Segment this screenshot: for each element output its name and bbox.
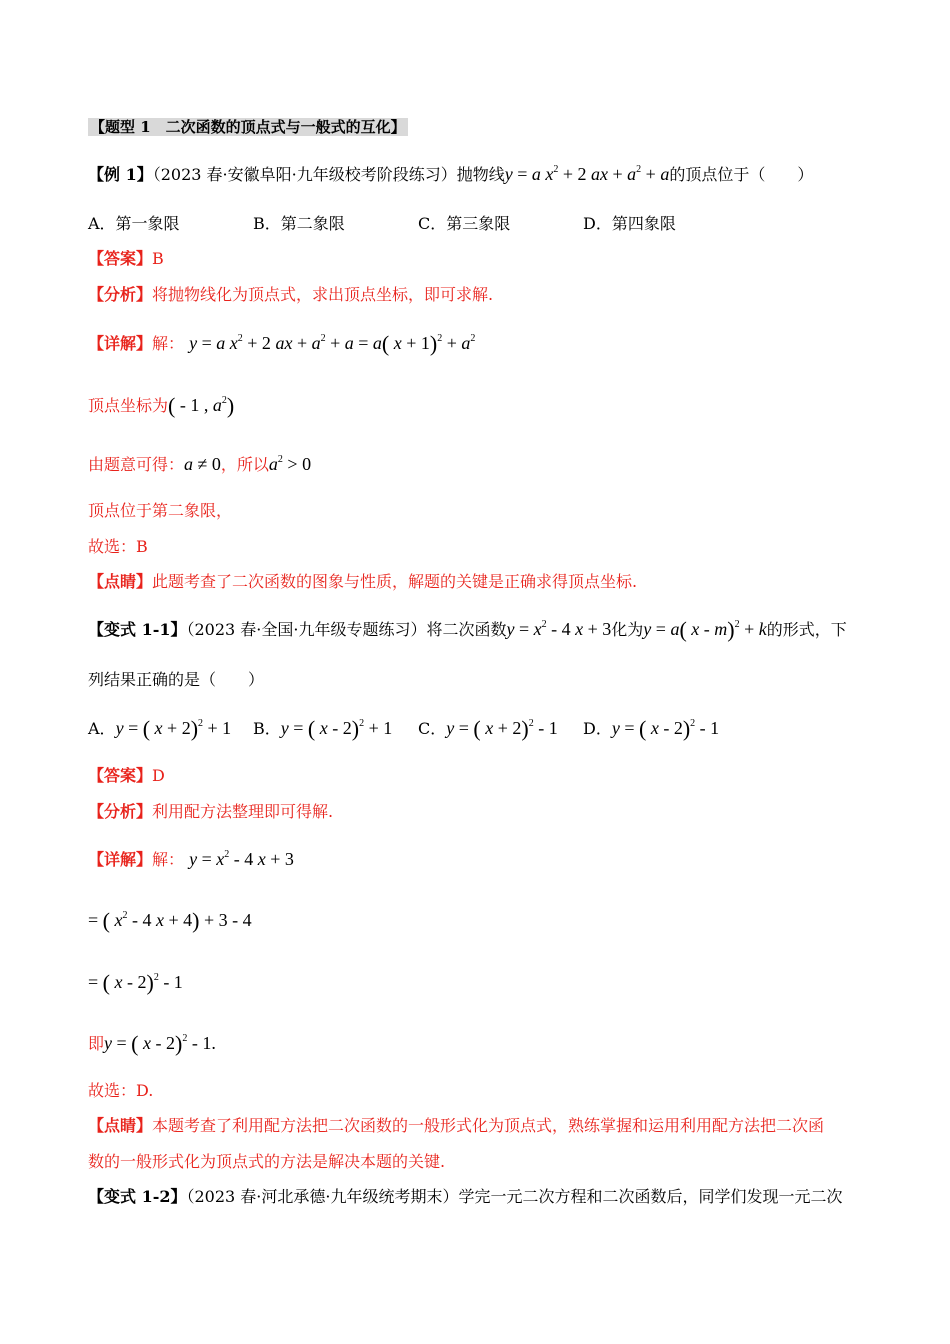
detail-prefix: 解： [152, 334, 185, 353]
variant-1-2-text: （2023 春·河北承德·九年级统考期末）学完一元二次方程和二次函数后，同学们发现一元二次 [186, 1187, 843, 1206]
example-1-comment [88, 571, 637, 593]
example-1-answer [88, 248, 164, 270]
result-formula: y = ( x - 2)$^2$ - 1. [104, 1031, 216, 1056]
example-1-choice: 故选：B [88, 537, 148, 556]
variant-1-1-mid: 化为 [611, 620, 644, 639]
variant-1-1-detail [88, 848, 294, 871]
example-1-suffix: 的顶点位于（ ） [669, 165, 814, 184]
example-1-vertex [88, 394, 234, 417]
variant-1-1-comment [88, 1115, 824, 1137]
option-letter: B． [253, 719, 281, 738]
analysis-text: 利用配方法整理即可得解. [152, 802, 334, 821]
answer-value: B [152, 249, 164, 268]
example-1-option-d: D．第四象限 [583, 214, 676, 233]
analysis-tag: 【分析】 [88, 285, 153, 304]
variant-1-1-comment-line2: 数的一般形式化为顶点式的方法是解决本题的关键. [88, 1152, 446, 1171]
variant-1-1-line2: 列结果正确的是（ ） [88, 670, 265, 689]
option-letter: A． [88, 719, 116, 738]
condition-text: 由题意可得： [88, 455, 185, 474]
detail-formula: $y = x^2 - 4$ x + 3 [189, 849, 294, 869]
variant-1-1-answer [88, 765, 165, 787]
option-formula: y = ( x - 2)$^2$ + 1 [280, 716, 393, 741]
example-1-option-c: C．第三象限 [418, 214, 511, 233]
variant-1-2-question [88, 1186, 842, 1208]
option-formula: y = ( x + 2)$^2$ - 1 [446, 716, 558, 741]
example-1-option-b: B．第二象限 [253, 214, 345, 233]
example-1-source: （2023 春·安徽阜阳·九年级校考阶段练习）抛物线 [152, 165, 505, 184]
example-1-question [88, 163, 813, 186]
variant-1-1-result [88, 1032, 216, 1055]
variant-1-1-option-d [583, 717, 719, 740]
section-heading [88, 116, 408, 138]
variant-1-1-step-2 [88, 971, 183, 994]
comment-tag: 【点睛】 [88, 1116, 153, 1135]
variant-1-1-suffix: 的形式，下 [766, 620, 847, 639]
variant-1-2-tag: 【变式 1-2】 [88, 1187, 187, 1206]
option-letter: D． [583, 719, 612, 738]
section-heading-text: 【题型 1 二次函数的顶点式与一般式的互化】 [90, 118, 406, 136]
example-1-formula: y = a $x^2 + 2$ ax + $a^2 + a$ [504, 164, 670, 184]
condition-formula-2: $a^2 > 0$ [268, 454, 312, 474]
analysis-text: 将抛物线化为顶点式，求出顶点坐标，即可求解. [152, 285, 494, 304]
condition-mid: ，所以 [220, 455, 269, 474]
variant-1-1-choice: 故选：D. [88, 1081, 154, 1100]
option-letter: C． [418, 719, 447, 738]
vertex-text: 顶点坐标为 [88, 396, 169, 415]
variant-1-1-formula-1: $y = x^2 - 4$ x + 3 [506, 619, 612, 639]
analysis-tag: 【分析】 [88, 802, 153, 821]
option-formula: y = ( x + 2)$^2$ + 1 [115, 716, 232, 741]
variant-1-1-question [88, 618, 847, 641]
example-1-detail [88, 332, 475, 355]
detail-formula: y = a $x^2 + 2$ ax + $a^2 + a = a$( $x + 1)^2 + a^2$ [189, 331, 476, 356]
result-prefix: 即 [88, 1034, 105, 1053]
detail-tag: 【详解】 [88, 850, 153, 869]
step-formula: = ( x - 2)$^2$ - 1 [88, 970, 183, 995]
detail-tag: 【详解】 [88, 334, 153, 353]
example-1-tag: 【例 1】 [88, 165, 153, 184]
detail-prefix: 解： [152, 850, 185, 869]
variant-1-1-option-c [418, 717, 558, 740]
comment-text: 此题考查了二次函数的图象与性质，解题的关键是正确求得顶点坐标. [152, 572, 638, 591]
step-formula: = ( $x^2 - 4$ x + 4) + 3 - 4 [88, 908, 252, 933]
vertex-formula: ( - 1 , $a^2$) [168, 393, 235, 418]
comment-text-1: 本题考查了利用配方法把二次函数的一般形式化为顶点式，熟练掌握和运用利用配方法把二次函 [152, 1116, 825, 1135]
variant-1-1-option-b [253, 717, 392, 740]
answer-value: D [152, 766, 165, 785]
condition-formula-1: a ≠ 0 [184, 454, 221, 474]
example-1-option-a: A．第一象限 [88, 214, 180, 233]
variant-1-1-formula-2: y = a( x - m)$^2$ + k [643, 617, 767, 642]
example-1-condition [88, 453, 311, 476]
variant-1-1-source: （2023 春·全国·九年级专题练习）将二次函数 [186, 620, 507, 639]
variant-1-1-step-1 [88, 909, 252, 932]
variant-1-1-tag: 【变式 1-1】 [88, 620, 187, 639]
variant-1-1-option-a [88, 717, 231, 740]
example-1-analysis [88, 284, 493, 306]
variant-1-1-analysis [88, 801, 333, 823]
answer-tag: 【答案】 [88, 249, 153, 268]
example-1-conclusion: 顶点位于第二象限， [88, 501, 233, 520]
answer-tag: 【答案】 [88, 766, 153, 785]
option-formula: y = ( x - 2)$^2$ - 1 [611, 716, 720, 741]
comment-tag: 【点睛】 [88, 572, 153, 591]
